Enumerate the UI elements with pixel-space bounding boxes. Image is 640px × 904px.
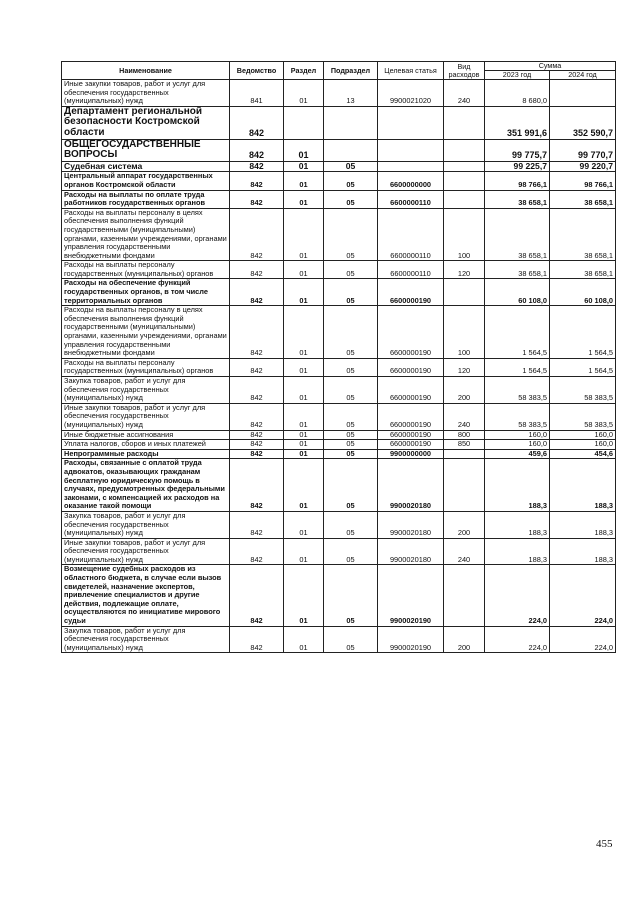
cell-subsection: 05	[324, 172, 378, 190]
table-row	[62, 538, 616, 565]
cell-section: 01	[284, 139, 324, 161]
cell-name: Расходы на выплаты персоналу в целях обеспечения выполнения функций государственными (муниципальными) органами, казенными учреждениями, органами управления государственными внебюджетными фондами	[62, 306, 230, 359]
cell-target: 9900020180	[378, 538, 444, 565]
table-row	[62, 403, 616, 430]
cell-2024: 188,3	[550, 538, 616, 565]
table-row	[62, 261, 616, 279]
cell-subsection: 05	[324, 279, 378, 306]
cell-dept: 842	[230, 440, 284, 450]
cell-type	[444, 279, 485, 306]
cell-name: Закупка товаров, работ и услуг для обеспечения государственных (муниципальных) нужд	[62, 511, 230, 538]
cell-target: 6600000190	[378, 403, 444, 430]
cell-name: Иные закупки товаров, работ и услуг для обеспечения государственных (муниципальных) нужд	[62, 80, 230, 107]
cell-2023: 188,3	[485, 538, 550, 565]
cell-name: Судебная система	[62, 161, 230, 172]
cell-target: 6600000190	[378, 279, 444, 306]
cell-subsection: 05	[324, 565, 378, 626]
cell-2024: 98 766,1	[550, 172, 616, 190]
cell-type: 100	[444, 208, 485, 261]
table-row	[62, 106, 616, 139]
cell-section: 01	[284, 377, 324, 404]
cell-type	[444, 459, 485, 512]
cell-target: 9900020190	[378, 565, 444, 626]
cell-dept: 841	[230, 80, 284, 107]
cell-name: Иные бюджетные ассигнования	[62, 430, 230, 440]
cell-type: 240	[444, 80, 485, 107]
cell-dept: 842	[230, 190, 284, 208]
cell-target: 9900020190	[378, 626, 444, 653]
cell-type: 240	[444, 538, 485, 565]
header-name: Наименование	[62, 62, 230, 80]
cell-target: 6600000110	[378, 208, 444, 261]
cell-2024: 160,0	[550, 440, 616, 450]
table-row	[62, 459, 616, 512]
cell-dept: 842	[230, 565, 284, 626]
cell-2023: 188,3	[485, 511, 550, 538]
cell-2024: 38 658,1	[550, 261, 616, 279]
cell-dept: 842	[230, 306, 284, 359]
cell-name: Расходы на выплаты персоналу государственных (муниципальных) органов	[62, 358, 230, 376]
cell-2023: 8 680,0	[485, 80, 550, 107]
cell-2023: 160,0	[485, 430, 550, 440]
cell-target	[378, 106, 444, 139]
cell-name: Расходы, связанные с оплатой труда адвокатов, оказывающих гражданам бесплатную юридическую помощь в случаях, предусмотренных федеральными законами, с компенсацией их расходов на оказание такой помощи	[62, 459, 230, 512]
header-section: Раздел	[284, 62, 324, 80]
header-sum: Сумма	[485, 62, 616, 71]
cell-target: 9900021020	[378, 80, 444, 107]
cell-2024: 58 383,5	[550, 403, 616, 430]
cell-target: 9900020180	[378, 511, 444, 538]
table-header	[62, 62, 616, 80]
cell-section: 01	[284, 261, 324, 279]
cell-dept: 842	[230, 208, 284, 261]
cell-name: ОБЩЕГОСУДАРСТВЕННЫЕ ВОПРОСЫ	[62, 139, 230, 161]
cell-subsection: 05	[324, 358, 378, 376]
cell-dept: 842	[230, 172, 284, 190]
cell-target: 6600000110	[378, 190, 444, 208]
cell-2024: 188,3	[550, 459, 616, 512]
table-row	[62, 139, 616, 161]
cell-section	[284, 106, 324, 139]
budget-document	[61, 61, 615, 653]
cell-dept: 842	[230, 106, 284, 139]
cell-name: Иные закупки товаров, работ и услуг для обеспечения государственных (муниципальных) нужд	[62, 538, 230, 565]
header-2023: 2023 год	[485, 71, 550, 80]
cell-section: 01	[284, 306, 324, 359]
cell-type	[444, 139, 485, 161]
cell-2023: 459,6	[485, 449, 550, 459]
table-row	[62, 80, 616, 107]
cell-type	[444, 190, 485, 208]
cell-2024: 160,0	[550, 430, 616, 440]
cell-2023: 224,0	[485, 626, 550, 653]
cell-2023: 58 383,5	[485, 377, 550, 404]
table-row	[62, 358, 616, 376]
cell-2024: 99 770,7	[550, 139, 616, 161]
cell-name: Центральный аппарат государственных органов Костромской области	[62, 172, 230, 190]
cell-dept: 842	[230, 161, 284, 172]
table-row	[62, 190, 616, 208]
cell-subsection: 05	[324, 403, 378, 430]
cell-2023: 1 564,5	[485, 358, 550, 376]
cell-type: 850	[444, 440, 485, 450]
cell-section: 01	[284, 430, 324, 440]
cell-subsection: 05	[324, 190, 378, 208]
cell-dept: 842	[230, 538, 284, 565]
cell-2024: 38 658,1	[550, 190, 616, 208]
cell-target	[378, 161, 444, 172]
cell-2023: 160,0	[485, 440, 550, 450]
cell-target: 9900020180	[378, 459, 444, 512]
cell-type	[444, 161, 485, 172]
cell-2024: 352 590,7	[550, 106, 616, 139]
cell-name: Расходы на выплаты персоналу в целях обеспечения выполнения функций государственными (муниципальными) органами, казенными учреждениями, органами управления государственными внебюджетными фондами	[62, 208, 230, 261]
cell-2024: 60 108,0	[550, 279, 616, 306]
cell-name: Закупка товаров, работ и услуг для обеспечения государственных (муниципальных) нужд	[62, 626, 230, 653]
cell-subsection	[324, 139, 378, 161]
cell-2024	[550, 80, 616, 107]
cell-section: 01	[284, 440, 324, 450]
cell-subsection	[324, 106, 378, 139]
table-body	[62, 80, 616, 653]
cell-type: 200	[444, 626, 485, 653]
header-type: Вид расходов	[444, 62, 485, 80]
cell-dept: 842	[230, 403, 284, 430]
cell-name: Расходы на выплаты по оплате труда работников государственных органов	[62, 190, 230, 208]
table-row	[62, 511, 616, 538]
header-subsection: Подраздел	[324, 62, 378, 80]
cell-2023: 38 658,1	[485, 190, 550, 208]
cell-subsection: 05	[324, 626, 378, 653]
cell-dept: 842	[230, 377, 284, 404]
cell-2023: 99 775,7	[485, 139, 550, 161]
table-row	[62, 377, 616, 404]
cell-section: 01	[284, 279, 324, 306]
cell-section: 01	[284, 80, 324, 107]
cell-2024: 38 658,1	[550, 208, 616, 261]
cell-2024: 454,6	[550, 449, 616, 459]
cell-dept: 842	[230, 430, 284, 440]
cell-2024: 224,0	[550, 626, 616, 653]
cell-section: 01	[284, 459, 324, 512]
cell-type	[444, 449, 485, 459]
cell-target: 6600000190	[378, 430, 444, 440]
header-dept: Ведомство	[230, 62, 284, 80]
cell-section: 01	[284, 172, 324, 190]
cell-type: 200	[444, 511, 485, 538]
cell-type: 120	[444, 358, 485, 376]
cell-2023: 351 991,6	[485, 106, 550, 139]
cell-section: 01	[284, 565, 324, 626]
page-number: 455	[596, 838, 613, 850]
cell-target: 6600000190	[378, 358, 444, 376]
cell-dept: 842	[230, 279, 284, 306]
cell-section: 01	[284, 403, 324, 430]
cell-target: 6600000190	[378, 377, 444, 404]
header-2024: 2024 год	[550, 71, 616, 80]
table-row	[62, 161, 616, 172]
cell-section: 01	[284, 358, 324, 376]
cell-subsection: 05	[324, 459, 378, 512]
cell-dept: 842	[230, 449, 284, 459]
cell-type	[444, 106, 485, 139]
cell-name: Департамент региональной безопасности Костромской области	[62, 106, 230, 139]
cell-type: 120	[444, 261, 485, 279]
table-row	[62, 306, 616, 359]
cell-name: Непрограммные расходы	[62, 449, 230, 459]
cell-subsection: 05	[324, 538, 378, 565]
cell-2024: 1 564,5	[550, 358, 616, 376]
cell-section: 01	[284, 626, 324, 653]
cell-subsection: 05	[324, 161, 378, 172]
table-row	[62, 208, 616, 261]
cell-subsection: 13	[324, 80, 378, 107]
cell-name: Расходы на обеспечение функций государственных органов, в том числе территориальных органов	[62, 279, 230, 306]
cell-subsection: 05	[324, 261, 378, 279]
cell-type: 200	[444, 377, 485, 404]
cell-type: 240	[444, 403, 485, 430]
cell-dept: 842	[230, 261, 284, 279]
cell-subsection: 05	[324, 306, 378, 359]
budget-table	[61, 61, 616, 653]
cell-2024: 1 564,5	[550, 306, 616, 359]
table-row	[62, 440, 616, 450]
cell-subsection: 05	[324, 430, 378, 440]
table-row	[62, 172, 616, 190]
cell-name: Закупка товаров, работ и услуг для обеспечения государственных (муниципальных) нужд	[62, 377, 230, 404]
cell-2023: 60 108,0	[485, 279, 550, 306]
cell-name: Иные закупки товаров, работ и услуг для обеспечения государственных (муниципальных) нужд	[62, 403, 230, 430]
cell-2023: 1 564,5	[485, 306, 550, 359]
cell-section: 01	[284, 208, 324, 261]
cell-section: 01	[284, 538, 324, 565]
cell-subsection: 05	[324, 449, 378, 459]
cell-2024: 188,3	[550, 511, 616, 538]
cell-dept: 842	[230, 626, 284, 653]
cell-dept: 842	[230, 459, 284, 512]
cell-section: 01	[284, 511, 324, 538]
cell-section: 01	[284, 161, 324, 172]
cell-dept: 842	[230, 139, 284, 161]
cell-2023: 38 658,1	[485, 208, 550, 261]
table-row	[62, 279, 616, 306]
cell-subsection: 05	[324, 377, 378, 404]
cell-2023: 224,0	[485, 565, 550, 626]
cell-target	[378, 139, 444, 161]
cell-2023: 188,3	[485, 459, 550, 512]
cell-subsection: 05	[324, 440, 378, 450]
cell-dept: 842	[230, 511, 284, 538]
cell-type: 100	[444, 306, 485, 359]
cell-2023: 38 658,1	[485, 261, 550, 279]
cell-section: 01	[284, 449, 324, 459]
cell-target: 6600000190	[378, 440, 444, 450]
cell-type	[444, 565, 485, 626]
cell-2024: 58 383,5	[550, 377, 616, 404]
cell-subsection: 05	[324, 511, 378, 538]
cell-subsection: 05	[324, 208, 378, 261]
cell-type: 800	[444, 430, 485, 440]
cell-target: 6600000110	[378, 261, 444, 279]
cell-target: 6600000000	[378, 172, 444, 190]
cell-2024: 99 220,7	[550, 161, 616, 172]
table-row	[62, 626, 616, 653]
cell-2023: 99 225,7	[485, 161, 550, 172]
cell-target: 9900000000	[378, 449, 444, 459]
header-target: Целевая статья	[378, 62, 444, 80]
cell-name: Расходы на выплаты персоналу государственных (муниципальных) органов	[62, 261, 230, 279]
cell-name: Возмещение судебных расходов из областного бюджета, в случае если вызов свидетелей, назначение экспертов, привлечение специалистов и другие действия, подлежащие оплате, осуществляются по инициативе мирового судьи	[62, 565, 230, 626]
cell-dept: 842	[230, 358, 284, 376]
cell-section: 01	[284, 190, 324, 208]
cell-type	[444, 172, 485, 190]
cell-name: Уплата налогов, сборов и иных платежей	[62, 440, 230, 450]
cell-2023: 98 766,1	[485, 172, 550, 190]
cell-2024: 224,0	[550, 565, 616, 626]
table-row	[62, 565, 616, 626]
cell-2023: 58 383,5	[485, 403, 550, 430]
cell-target: 6600000190	[378, 306, 444, 359]
